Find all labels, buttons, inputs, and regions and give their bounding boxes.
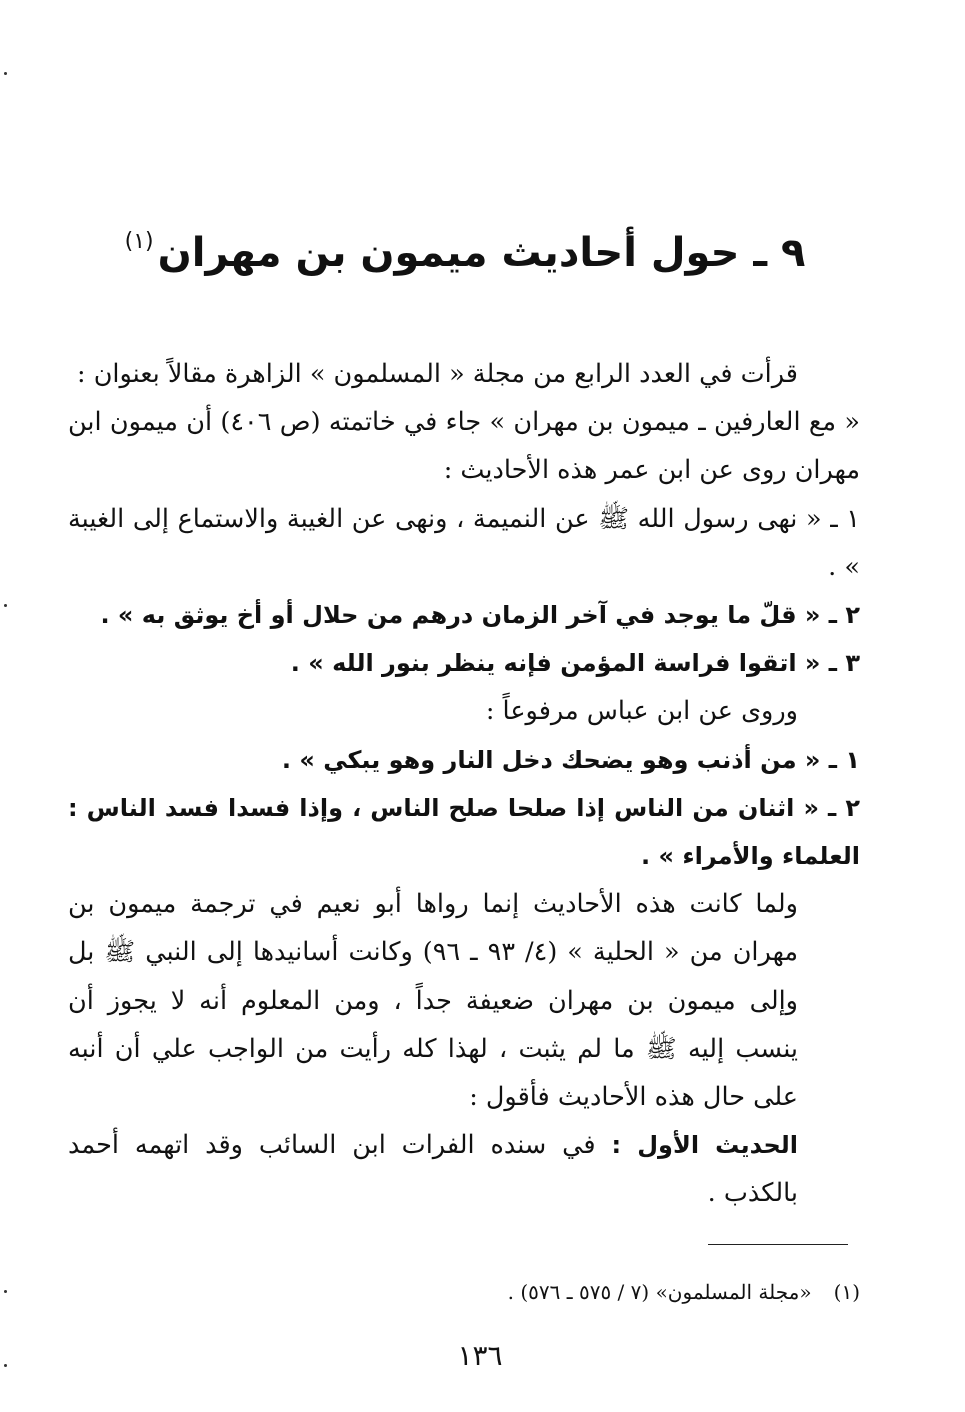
intro-line: قرأت في العدد الرابع من مجلة « المسلمون » الزاهرة مقالاً بعنوان :: [77, 359, 798, 389]
first-hadith-text: في سنده الفرات ابن السائب وقد اتهمه أحمد بالكذب .: [68, 1130, 798, 1209]
ibn-abbas-item-1: ١ ـ « من أذنب وهو يضحك دخل النار وهو يبكي » .: [281, 745, 860, 774]
analysis-paragraph: ولما كانت هذه الأحاديث إنما رواها أبو نعيم في ترجمة ميمون بن مهران من « الحلية » (٤/ ٩٣ ـ ٩٦) وكانت أسانيدها إلى النبي ﷺ بل وإلى ميمون بن مهران ضعيفة جداً ، ومن المعلوم أنه لا يجوز أن ينسب إليه ﷺ ما لم يثبت ، لهذا كله رأيت من الواجب علي أن أنبه على حال هذه الأحاديث فأقول :: [68, 889, 799, 1113]
margin-mark: [4, 1290, 7, 1293]
margin-mark: [4, 72, 7, 75]
first-hadith-label: الحديث الأول :: [611, 1131, 798, 1160]
margin-mark: [4, 1364, 7, 1367]
first-hadith-paragraph: [68, 1121, 860, 1217]
ibn-abbas-item-2: ٢ ـ « اثنان من الناس إذا صلحا صلح الناس ، وإذا فسدا فسد الناس : العلماء والأمراء » .: [68, 793, 860, 871]
footnote-number: (١): [833, 1280, 860, 1304]
intro-paragraph: « مع العارفين ـ ميمون بن مهران » جاء في خاتمته (ص ٤٠٦) أن ميمون ابن مهران روى عن ابن عمر هذه الأحاديث :: [68, 407, 860, 486]
title-footnote-marker: (١): [124, 229, 154, 254]
hadith-item-3: ٣ ـ « اتقوا فراسة المؤمن فإنه ينظر بنور الله » .: [290, 649, 860, 678]
hadith-item-1: ١ ـ « نهى رسول الله ﷺ عن النميمة ، ونهى عن الغيبة والاستماع إلى الغيبة » .: [68, 503, 860, 582]
chapter-title-text: ٩ ـ حول أحاديث ميمون بن مهران: [157, 230, 806, 276]
footnote-divider: [708, 1244, 848, 1245]
main-text: [68, 350, 860, 1218]
chapter-title: [70, 212, 860, 283]
footnote: [300, 1278, 860, 1306]
ibn-abbas-intro: وروى عن ابن عباس مرفوعاً :: [485, 696, 798, 727]
page-number: ١٣٦: [457, 1339, 503, 1372]
hadith-item-2: ٢ ـ « قلّ ما يوجد في آخر الزمان درهم من حلال أو أخ يوثق به » .: [100, 601, 860, 630]
margin-mark: [4, 604, 7, 607]
footnote-text: «مجلة المسلمون» (٧ / ٥٧٥ ـ ٥٧٦) .: [507, 1280, 812, 1304]
